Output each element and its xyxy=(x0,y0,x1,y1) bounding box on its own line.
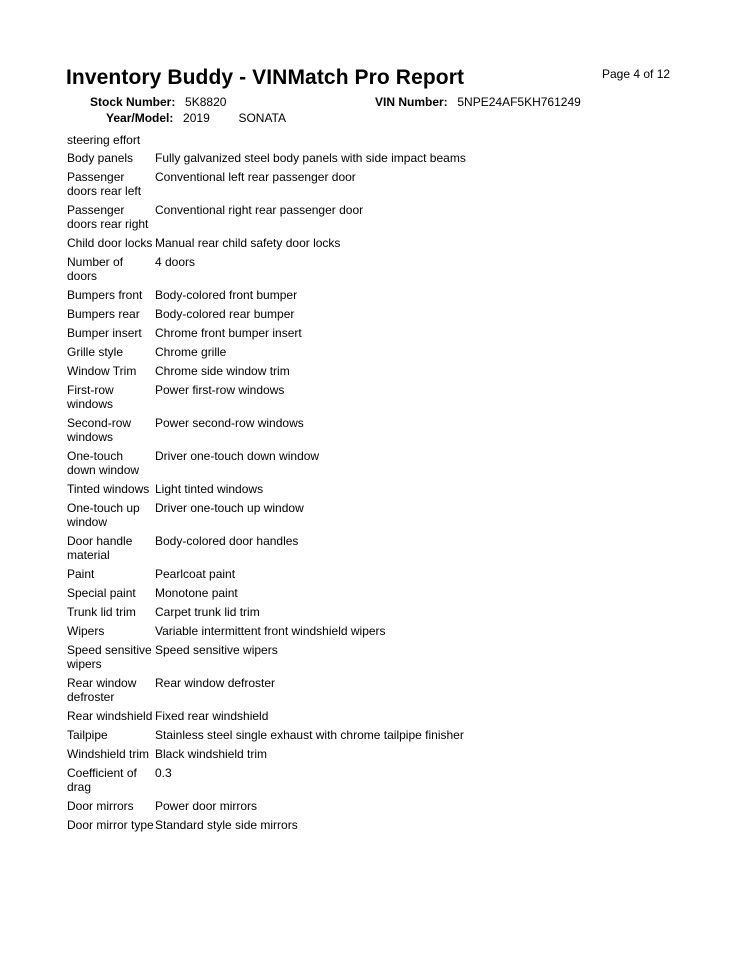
spec-row xyxy=(67,728,707,742)
spec-value: Light tinted windows xyxy=(155,482,264,496)
spec-row xyxy=(67,326,707,340)
spec-row xyxy=(67,364,707,378)
spec-row xyxy=(67,676,707,704)
model-value: SONATA xyxy=(238,111,286,125)
stock-number-value: 5K8820 xyxy=(185,95,227,109)
spec-label: Child door locks xyxy=(67,236,153,250)
spec-value: Power door mirrors xyxy=(155,799,258,813)
spec-label: Speed sensitive wipers xyxy=(67,643,152,671)
vin-number-value: 5NPE24AF5KH761249 xyxy=(457,95,581,109)
spec-label: Tailpipe xyxy=(67,728,108,742)
spec-row xyxy=(67,255,707,283)
spec-label: One-touch up window xyxy=(67,501,140,529)
spec-label: Door handle material xyxy=(67,534,133,562)
spec-row xyxy=(67,449,707,477)
spec-value: Chrome grille xyxy=(155,345,227,359)
spec-value: Variable intermittent front windshield wipers xyxy=(155,624,386,638)
spec-row xyxy=(67,534,707,562)
spec-label: Rear window defroster xyxy=(67,676,137,704)
continued-text: steering effort xyxy=(67,133,141,147)
spec-row xyxy=(67,818,707,832)
spec-row xyxy=(67,586,707,600)
spec-value: Power first-row windows xyxy=(155,383,285,397)
spec-label: Coefficient of drag xyxy=(67,766,137,794)
year-model xyxy=(106,111,286,125)
spec-row xyxy=(67,170,707,198)
spec-value: Chrome side window trim xyxy=(155,364,290,378)
spec-label: Bumpers front xyxy=(67,288,143,302)
spec-row xyxy=(67,288,707,302)
spec-label: Tinted windows xyxy=(67,482,150,496)
spec-label: Second-row windows xyxy=(67,416,132,444)
stock-number xyxy=(90,95,226,109)
spec-label: Grille style xyxy=(67,345,124,359)
spec-label: First-row windows xyxy=(67,383,114,411)
spec-label: Bumpers rear xyxy=(67,307,140,321)
spec-value: Stainless steel single exhaust with chrome tailpipe finisher xyxy=(155,728,464,742)
spec-row xyxy=(67,236,707,250)
spec-row xyxy=(67,416,707,444)
spec-value: Conventional left rear passenger door xyxy=(155,170,356,184)
year-value: 2019 xyxy=(183,111,210,125)
spec-label: Special paint xyxy=(67,586,136,600)
spec-value: Fully galvanized steel body panels with side impact beams xyxy=(155,151,466,165)
spec-label: Passenger doors rear right xyxy=(67,203,149,231)
spec-label: Wipers xyxy=(67,624,105,638)
vin-number xyxy=(375,95,581,109)
spec-value: Body-colored door handles xyxy=(155,534,299,548)
spec-list xyxy=(67,132,707,837)
spec-row xyxy=(67,766,707,794)
spec-row xyxy=(67,605,707,619)
spec-value: Body-colored rear bumper xyxy=(155,307,295,321)
spec-value: Conventional right rear passenger door xyxy=(155,203,364,217)
page-number: Page 4 of 12 xyxy=(602,67,671,81)
spec-value: Driver one-touch down window xyxy=(155,449,320,463)
year-model-label: Year/Model: xyxy=(106,111,174,125)
spec-label: Number of doors xyxy=(67,255,124,283)
spec-row xyxy=(67,799,707,813)
spec-label: Trunk lid trim xyxy=(67,605,136,619)
spec-value: Pearlcoat paint xyxy=(155,567,236,581)
spec-row xyxy=(67,501,707,529)
stock-number-label: Stock Number: xyxy=(90,95,176,109)
spec-value: Black windshield trim xyxy=(155,747,268,761)
spec-value: Driver one-touch up window xyxy=(155,501,304,515)
spec-row xyxy=(67,624,707,638)
spec-value: Standard style side mirrors xyxy=(155,818,298,832)
spec-label: Passenger doors rear left xyxy=(67,170,142,198)
spec-row xyxy=(67,345,707,359)
spec-row xyxy=(67,307,707,321)
spec-value: Chrome front bumper insert xyxy=(155,326,302,340)
spec-row xyxy=(67,383,707,411)
spec-value: 0.3 xyxy=(155,766,172,780)
spec-label: Door mirrors xyxy=(67,799,134,813)
spec-value: Fixed rear windshield xyxy=(155,709,269,723)
spec-value: Manual rear child safety door locks xyxy=(155,236,341,250)
spec-label: Door mirror type xyxy=(67,818,154,832)
spec-label: Bumper insert xyxy=(67,326,142,340)
spec-value: Speed sensitive wipers xyxy=(155,643,278,657)
spec-value: Rear window defroster xyxy=(155,676,276,690)
spec-row xyxy=(67,151,707,165)
report-title: Inventory Buddy - VINMatch Pro Report xyxy=(66,66,465,89)
spec-value: Body-colored front bumper xyxy=(155,288,298,302)
spec-value: 4 doors xyxy=(155,255,196,269)
spec-label: Paint xyxy=(67,567,95,581)
spec-row xyxy=(67,709,707,723)
spec-row xyxy=(67,643,707,671)
vin-number-label: VIN Number: xyxy=(375,95,448,109)
spec-value: Monotone paint xyxy=(155,586,238,600)
spec-label: Body panels xyxy=(67,151,134,165)
spec-label: Rear windshield xyxy=(67,709,153,723)
spec-value: Power second-row windows xyxy=(155,416,304,430)
spec-row xyxy=(67,567,707,581)
spec-value: Carpet trunk lid trim xyxy=(155,605,260,619)
spec-row xyxy=(67,747,707,761)
spec-label: One-touch down window xyxy=(67,449,140,477)
spec-label: Windshield trim xyxy=(67,747,150,761)
spec-label: Window Trim xyxy=(67,364,137,378)
spec-row xyxy=(67,203,707,231)
spec-row xyxy=(67,482,707,496)
